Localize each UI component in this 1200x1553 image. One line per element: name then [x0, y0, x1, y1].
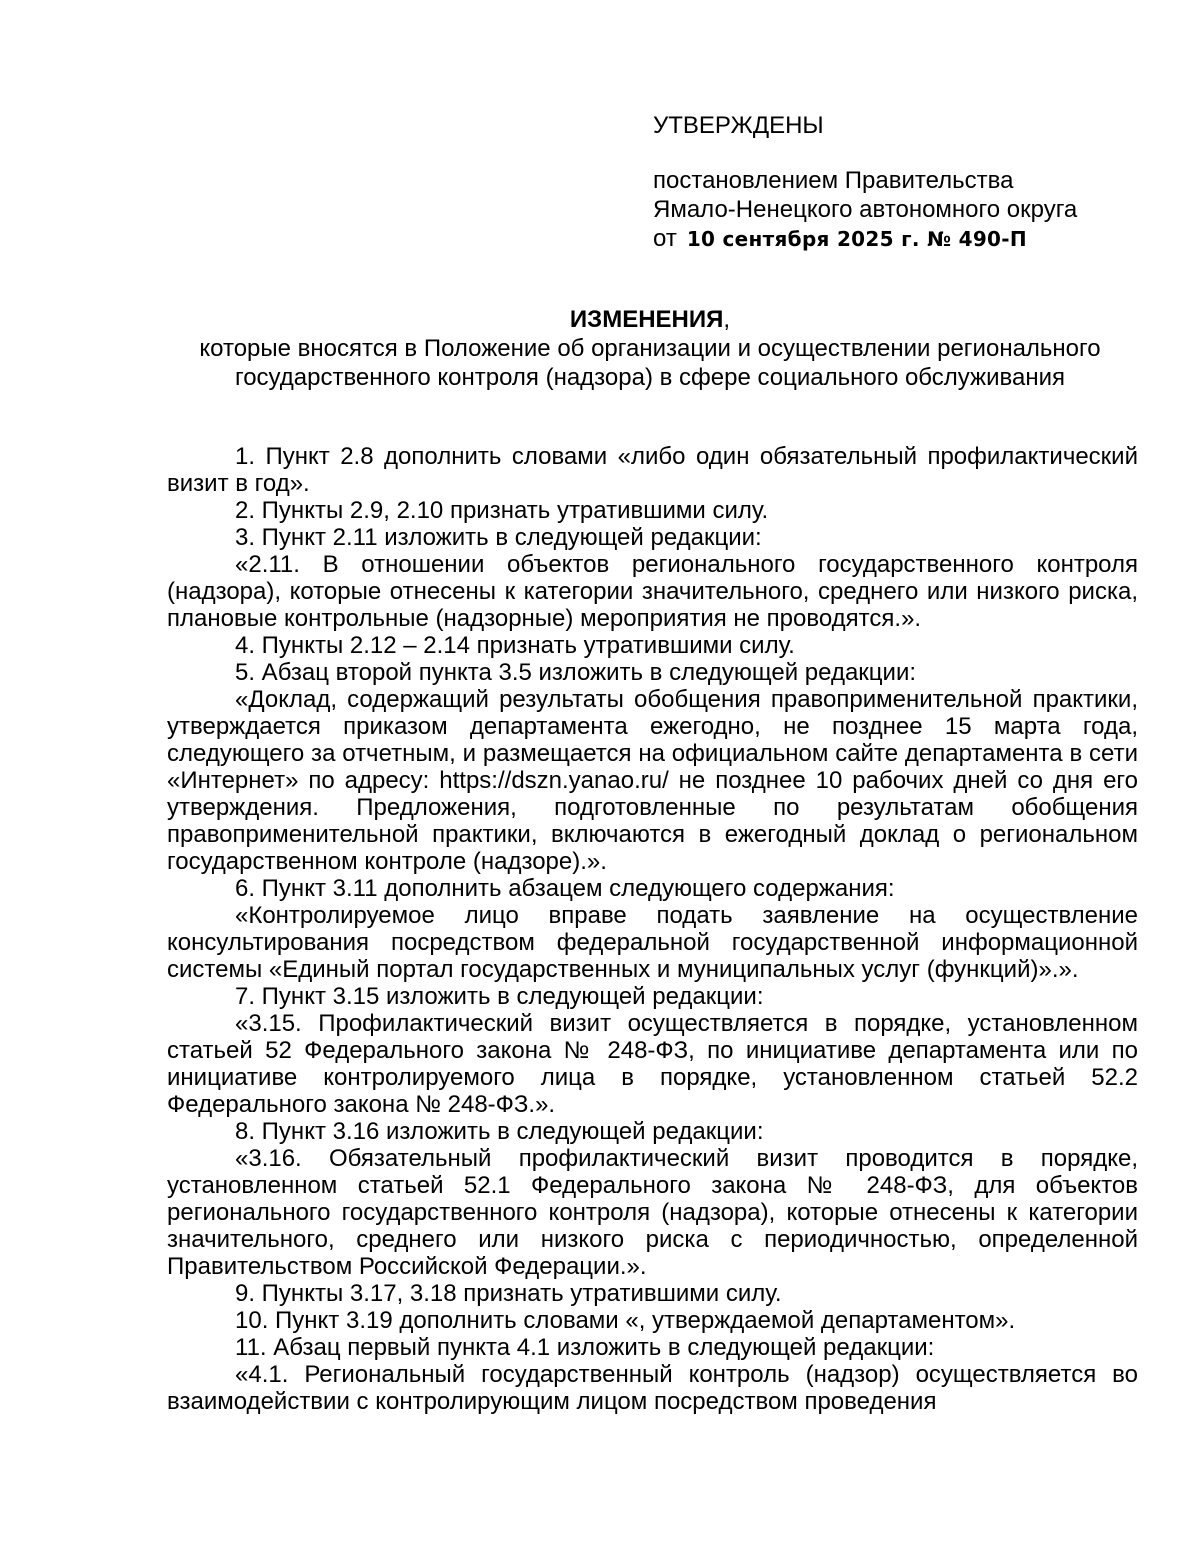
decree-date-line — [653, 224, 1173, 254]
document-title-line — [150, 305, 1150, 334]
document-title: ИЗМЕНЕНИЯ — [569, 306, 724, 333]
paragraph: «3.15. Профилактический визит осуществляется в порядке, установленном статьей 52 Федерального закона № 248-ФЗ, по инициативе департамента или по инициативе контролируемого лица в порядке, установленном статьей 52.2 Федерального закона № 248-ФЗ.». — [167, 1010, 1138, 1118]
paragraph: 6. Пункт 3.11 дополнить абзацем следующего содержания: — [235, 875, 895, 902]
paragraph: 10. Пункт 3.19 дополнить словами «, утверждаемой департаментом». — [235, 1307, 1016, 1334]
paragraph: 5. Абзац второй пункта 3.5 изложить в следующей редакции: — [235, 659, 917, 686]
paragraph: «4.1. Региональный государственный контроль (надзор) осуществляется во взаимодействии с контролирующим лицом посредством проведения — [167, 1361, 1138, 1415]
paragraph: «3.16. Обязательный профилактический визит проводится в порядке, установленном статьей 52.1 Федерального закона № 248-ФЗ, для объектов регионального государственного контроля (надзора), которые отнесены к категории значительного, среднего или низкого риска с периодичностью, определенной Правительством Российской Федерации.». — [167, 1145, 1138, 1280]
paragraph: 11. Абзац первый пункта 4.1 изложить в следующей редакции: — [235, 1334, 935, 1361]
document-title-punct: , — [723, 306, 731, 333]
approval-block — [653, 111, 1173, 254]
paragraph: 7. Пункт 3.15 изложить в следующей редакции: — [235, 983, 764, 1010]
date-prefix: от — [653, 225, 677, 252]
paragraph: «Контролируемое лицо вправе подать заявление на осуществление консультирования посредством федеральной государственной информационной системы «Единый портал государственных и муниципальных услуг (функций)».». — [167, 902, 1138, 983]
decree-line-2: Ямало-Ненецкого автономного округа — [653, 196, 1078, 223]
document-subtitle-line-2: государственного контроля (надзора) в сфере социального обслуживания — [234, 364, 1065, 391]
paragraph: «2.11. В отношении объектов регионального государственного контроля (надзора), которые отнесены к категории значительного, среднего или низкого риска, плановые контрольные (надзорные) мероприятия не проводятся.». — [167, 551, 1138, 632]
paragraph: 4. Пункты 2.12 – 2.14 признать утратившими силу. — [235, 632, 795, 659]
paragraph: 8. Пункт 3.16 изложить в следующей редакции: — [235, 1118, 764, 1145]
document-body — [167, 443, 1138, 1415]
paragraph: 9. Пункты 3.17, 3.18 признать утратившими силу. — [235, 1280, 782, 1307]
paragraph: 3. Пункт 2.11 изложить в следующей редакции: — [235, 524, 762, 551]
decree-date-number: 10 сентября 2025 г. № 490-П — [686, 227, 1027, 251]
decree-line-1: постановлением Правительства — [653, 167, 1014, 194]
paragraph: «Доклад, содержащий результаты обобщения правоприменительной практики, утверждается приказом департамента ежегодно, не позднее 15 марта года, следующего за отчетным, и размещается на официальном сайте департамента в сети «Интернет» по адресу: https://dszn.yanao.ru/ не позднее 10 рабочих дней со дня его утверждения. Предложения, подготовленные по результатам обобщения правоприменительной практики, включаются в ежегодный доклад о региональном государственном контроле (надзоре).». — [167, 686, 1138, 875]
paragraph: 1. Пункт 2.8 дополнить словами «либо один обязательный профилактический визит в год». — [167, 443, 1138, 497]
document-subtitle-line-1: которые вносятся в Положение об организации и осуществлении регионального — [199, 335, 1101, 362]
approved-label: УТВЕРЖДЕНЫ — [653, 112, 824, 139]
paragraph: 2. Пункты 2.9, 2.10 признать утратившими силу. — [235, 497, 769, 524]
document-heading — [150, 305, 1150, 392]
